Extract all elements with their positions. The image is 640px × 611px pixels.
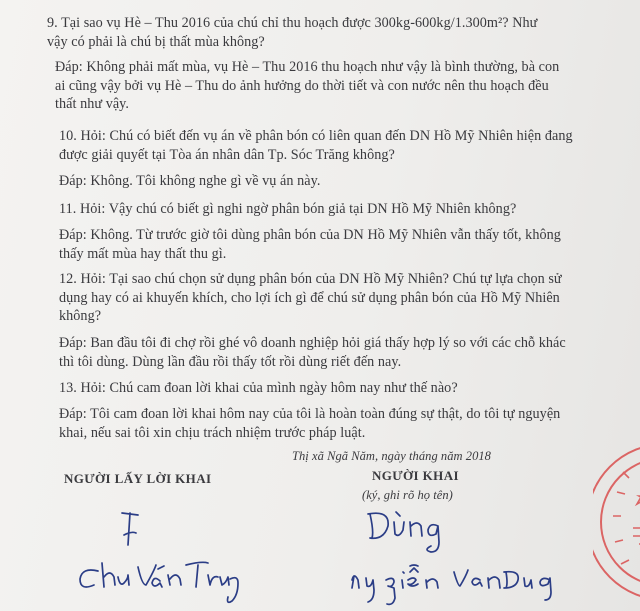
statement-line: 12. Hỏi: Tại sao chú chọn sử dụng phân bón của DN Hồ Mỹ Nhiên? Chú tự lựa chọn sử xyxy=(59,271,562,287)
statement-line: 9. Tại sao vụ Hè – Thu 2016 của chú chỉ thu hoạch được 300kg-600kg/1.300m²? Như xyxy=(47,15,538,31)
statement-line: Đáp: Không phải mất mùa, vụ Hè – Thu 2016 thu hoạch như vậy là bình thường, bà con xyxy=(55,59,560,75)
place-date: Thị xã Ngã Năm, ngày tháng năm 2018 xyxy=(292,449,491,463)
statement-line: vậy có phải là chú bị thất mùa không? xyxy=(47,33,265,50)
interviewer-title: NGƯỜI LẤY LỜI KHAI xyxy=(64,471,212,486)
statement-line: ai cũng vậy bởi vụ Hè – Thu do ảnh hưởng do thời tiết và con nước nên thu hoạch đều xyxy=(55,77,549,94)
statement-line: không? xyxy=(59,308,102,324)
statement-line: thấy mất mùa hay thất thu gì. xyxy=(59,245,227,262)
statement-line: khai, nếu sai tôi xin chịu trách nhiệm trước pháp luật. xyxy=(59,424,366,441)
statement-line: 11. Hỏi: Vậy chú có biết gì nghi ngờ phân bón giả tại DN Hồ Mỹ Nhiên không? xyxy=(59,201,517,217)
statement-line: dụng hay có ai khuyến khích, cho lợi ích gì để chú sử dụng phân bón của Hồ Mỹ Nhiên xyxy=(59,289,560,306)
statement-line: Đáp: Không. Từ trước giờ tôi dùng phân bón của DN Hồ Mỹ Nhiên vẫn thấy tốt, không xyxy=(59,227,561,243)
statement-line: Đáp: Không. Tôi không nghe gì về vụ án này. xyxy=(59,173,321,189)
statement-line: Đáp: Ban đầu tôi đi chợ rồi ghé vô doanh nghiệp hỏi giá thấy hợp lý so với các chỗ khác xyxy=(59,335,566,351)
statement-line: được giải quyết tại Tòa án nhân dân Tp. Sóc Trăng không? xyxy=(59,146,395,163)
official-stamp xyxy=(593,432,640,607)
declarant-title: NGƯỜI KHAI xyxy=(372,468,459,483)
interviewer-signature xyxy=(60,505,250,605)
statement-line: 13. Hỏi: Chú cam đoan lời khai của mình ngày hôm nay như thế nào? xyxy=(59,380,458,396)
statement-line: thì tôi dùng. Dùng lần đầu rồi thấy tốt rồi dùng riết đến nay. xyxy=(59,353,402,370)
statement-line: Đáp: Tôi cam đoan lời khai hôm nay của tôi là hoàn toàn đúng sự thật, do tôi tự nguyện xyxy=(59,406,561,422)
statement-line: 10. Hỏi: Chú có biết đến vụ án về phân bón có liên quan đến DN Hồ Mỹ Nhiên hiện đang xyxy=(59,128,573,144)
declarant-note: (ký, ghi rõ họ tên) xyxy=(362,488,453,502)
declarant-signature xyxy=(330,500,560,610)
statement-line: thất như vậy. xyxy=(55,96,130,112)
